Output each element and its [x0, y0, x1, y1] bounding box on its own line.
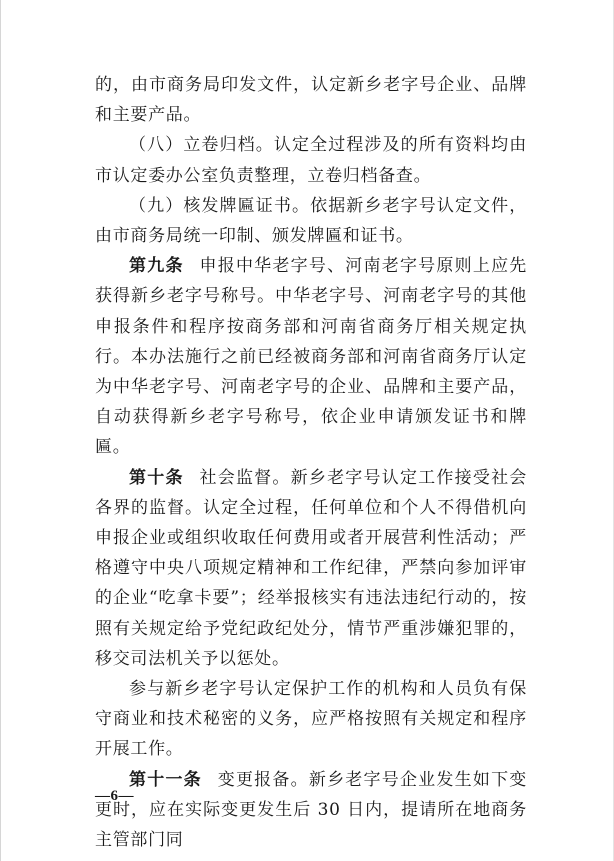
article-11-text: 变更报备。新乡老字号企业发生如下变更时，应在实际变更发生后 30 日内，提请所在地商务主管部门同 — [95, 769, 528, 851]
paragraph-item-8 — [95, 130, 527, 190]
article-10-heading: 第十条 — [129, 467, 193, 488]
paragraph-1-text: 的，由市商务局印发文件，认定新乡老字号企业、品牌和主要产品。 — [95, 75, 527, 126]
paragraph-item-8-text: （八）立卷归档。认定全过程涉及的所有资料均由市认定委办公室负责整理，立卷归档备查。 — [95, 135, 527, 186]
document-body — [95, 70, 527, 855]
page-number: —6— — [95, 788, 134, 804]
article-9 — [95, 251, 527, 462]
article-10 — [95, 463, 527, 674]
paragraph-1 — [95, 70, 527, 130]
paragraph-item-9-text: （九）核发牌匾证书。依据新乡老字号认定文件，由市商务局统一印制、颁发牌匾和证书。 — [95, 195, 527, 247]
paragraph-item-9 — [95, 191, 527, 251]
article-11-heading: 第十一条 — [129, 769, 212, 790]
article-9-heading: 第九条 — [129, 256, 193, 277]
article-10-text: 社会监督。新乡老字号认定工作接受社会各界的监督。认定全过程，任何单位和个人不得借机向申报企业或组织收取任何费用或者开展营利性活动；严格遵守中央八项规定精神和工作纪律，严禁向参加评审的企业“吃拿卡要”；经举报核实有违法违纪行动的，按照有关规定给予党纪政纪处分，情节严重涉嫌犯罪的，移交司法机关予以惩处。 — [95, 467, 527, 669]
article-9-text: 申报中华老字号、河南老字号原则上应先获得新乡老字号称号。中华老字号、河南老字号的其他申报条件和程序按商务部和河南省商务厅相关规定执行。本办法施行之前已经被商务部和河南省商务厅认定为中华老字号、河南老字号的企业、品牌和主要产品，自动获得新乡老字号称号，依企业申请颁发证书和牌匾。 — [95, 256, 527, 458]
article-11 — [95, 765, 527, 856]
article-10-confidentiality — [95, 674, 527, 765]
article-10-confidentiality-text: 参与新乡老字号认定保护工作的机构和人员负有保守商业和技术秘密的义务，应严格按照有关规定和程序开展工作。 — [95, 679, 527, 760]
